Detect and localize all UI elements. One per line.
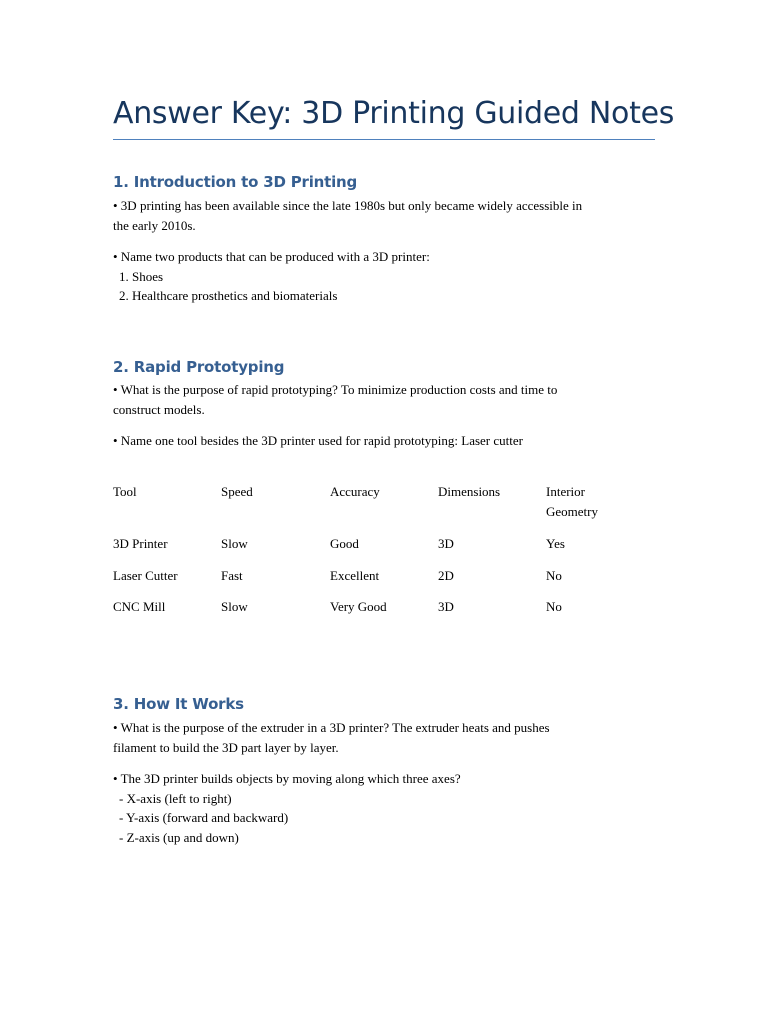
table-cell: No — [546, 568, 562, 583]
list-item: - Z-axis (up and down) — [119, 829, 239, 845]
paragraph-line: filament to build the 3D part layer by layer. — [113, 739, 339, 755]
prototyping-tool-paragraph — [113, 431, 655, 451]
list-item: 2. Healthcare prosthetics and biomaterials — [119, 288, 338, 303]
table-header-cell: Accuracy — [330, 484, 380, 499]
extruder-purpose-paragraph — [113, 718, 655, 757]
paragraph-line: • The 3D printer builds objects by moving along which three axes? — [113, 771, 461, 786]
table-cell: Slow — [221, 536, 248, 551]
header-line: Geometry — [546, 503, 598, 519]
header-line: Interior — [546, 484, 585, 499]
table-header-cell: Dimensions — [438, 484, 501, 499]
table-cell: Fast — [221, 568, 243, 583]
paragraph-line: • Name two products that can be produced with a 3D printer: — [113, 249, 430, 264]
table-header-cell — [546, 482, 598, 521]
intro-availability-paragraph — [113, 196, 655, 235]
table-cell: 3D — [438, 536, 454, 551]
intro-products-question — [113, 247, 655, 306]
paragraph-line: • Name one tool besides the 3D printer used for rapid prototyping: Laser cutter — [113, 433, 523, 448]
paragraph-line: • What is the purpose of the extruder in a 3D printer? The extruder heats and pushes — [113, 720, 550, 735]
table-cell: Laser Cutter — [113, 568, 178, 583]
table-cell: 2D — [438, 568, 454, 583]
paragraph-line: construct models. — [113, 401, 205, 417]
list-item: 1. Shoes — [119, 268, 164, 284]
prototyping-purpose-paragraph — [113, 380, 655, 419]
table-cell: CNC Mill — [113, 599, 166, 614]
table-cell: Excellent — [330, 568, 380, 583]
section-heading-how-it-works: 3. How It Works — [113, 695, 244, 713]
table-cell: Slow — [221, 599, 248, 614]
table-cell: 3D Printer — [113, 536, 168, 551]
section-heading-introduction: 1. Introduction to 3D Printing — [113, 173, 358, 191]
list-item: - Y-axis (forward and backward) — [119, 810, 289, 825]
table-cell: Yes — [546, 536, 565, 551]
axes-question-paragraph — [113, 769, 655, 847]
table-cell: Good — [330, 536, 359, 551]
document-title: Answer Key: 3D Printing Guided Notes — [113, 96, 675, 131]
list-item: - X-axis (left to right) — [119, 790, 232, 806]
paragraph-line: the early 2010s. — [113, 217, 196, 233]
table-cell: 3D — [438, 599, 454, 614]
table-header-cell: Tool — [113, 484, 137, 499]
title-underline — [113, 139, 655, 140]
table-cell: Very Good — [330, 599, 387, 614]
section-heading-rapid-prototyping: 2. Rapid Prototyping — [113, 358, 285, 376]
paragraph-line: • What is the purpose of rapid prototyping? To minimize production costs and time to — [113, 382, 558, 397]
paragraph-line: • 3D printing has been available since the late 1980s but only became widely accessible in — [113, 198, 583, 213]
table-cell: No — [546, 599, 562, 614]
table-header-cell: Speed — [221, 484, 253, 499]
